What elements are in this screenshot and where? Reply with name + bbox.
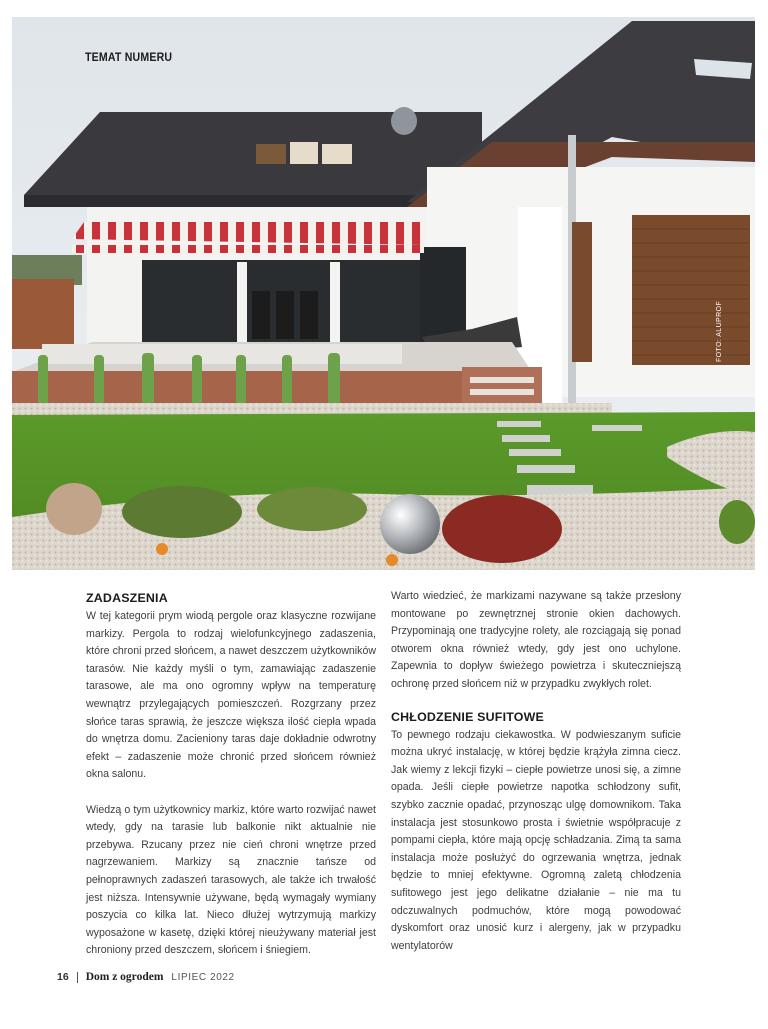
footer-divider xyxy=(77,972,78,983)
heading-chlodzenie-sufitowe: CHŁODZENIE SUFITOWE xyxy=(391,709,544,724)
right-intro-paragraph: Warto wiedzieć, że markizami nazywane są także przesłony montowane po zewnętrznej stronie okien dachowych. Przypominają one tradycyjne rolety, ale rozciągają się ponad otworem okna również wtedy, gdy jest ono uchylone. Zapewnia to dopływ świeżego powietrza i skuteczniejszą ochronę przed słońcem niż w przypadku zwykłych rolet. xyxy=(391,590,681,690)
issue-date: LIPIEC 2022 xyxy=(171,971,235,983)
heading-zadaszenia: ZADASZENIA xyxy=(86,591,168,605)
left-paragraph-1: W tej kategorii prym wiodą pergole oraz klasyczne rozwijane markizy. Pergola to rodzaj wielofunkcyjnego zadaszenia, które chroni przed słońcem, a nawet deszczem użytkowników tarasów. Nie każdy myśli o tym, zamawiając zadaszenie tarasowe, ale ma ono ogromny wpływ na temperaturę wewnątrz przylegających pomieszczeń. Rozgrzany przez słońce taras sprawią, że jeszcze większa ilość ciepła wpada do wnętrza domu. Zacieniony taras daje dokładnie odwrotny efekt – zadaszenie może chronić przed słońcem również okna salonu. xyxy=(86,610,376,781)
page-number: 16 xyxy=(57,971,69,983)
right-body-paragraph: To pewnego rodzaju ciekawostka. W podwieszanym suficie można ukryć instalację, w której będzie krążyła zimna ciecz. Jak wiemy z lekcji fizyki – ciepłe powietrze unosi się, a zimne opada. Jeśli ciepłe powietrze napotka schłodzony sufit, szybko zacznie opadać, przynosząc ulgę domownikom. Taka instalacja jest stosunkowo prosta i świetnie współpracuje z pompami ciepła, które mają opcję schładzania. Zimą ta sama instalacja może posłużyć do ogrzewania wnętrza, jednak będzie to mniej efektywne. Ogromną zaletą chłodzenia sufitowego jest jego delikatne działanie – nie ma tu odczuwalnych podmuchów, które mogą powodować dyskomfort oraz unosić kurz i alergeny, jak w przypadku wentylatorów xyxy=(391,728,681,952)
right-column xyxy=(391,588,681,955)
magazine-name: Dom z ogrodem xyxy=(85,971,164,983)
house-photo xyxy=(12,17,755,570)
photo-credit: FOTO: ALUPROF xyxy=(716,300,723,362)
left-column xyxy=(86,588,376,960)
page-footer xyxy=(57,971,235,983)
section-label: TEMAT NUMERU xyxy=(85,52,173,64)
left-paragraph-2: Wiedzą o tym użytkownicy markiz, które warto rozwijać nawet wtedy, gdy na tarasie lub balkonie nikt aktualnie nie przebywa. Rzucany przez nie cień chroni wnętrze przed nagrzewaniem. Markizy są znacznie tańsze od pełnoprawnych zadaszeń tarasowych, ale także ich trwałość jest niższa. Intensywnie używane, będą wymagały wymiany poszycia co kilka lat. Nieco dłużej wytrzymują markizy wyposażone w kasetę, dzięki której nieużywany materiał jest chroniony przed deszczem, słońcem i śniegiem. xyxy=(86,803,376,957)
